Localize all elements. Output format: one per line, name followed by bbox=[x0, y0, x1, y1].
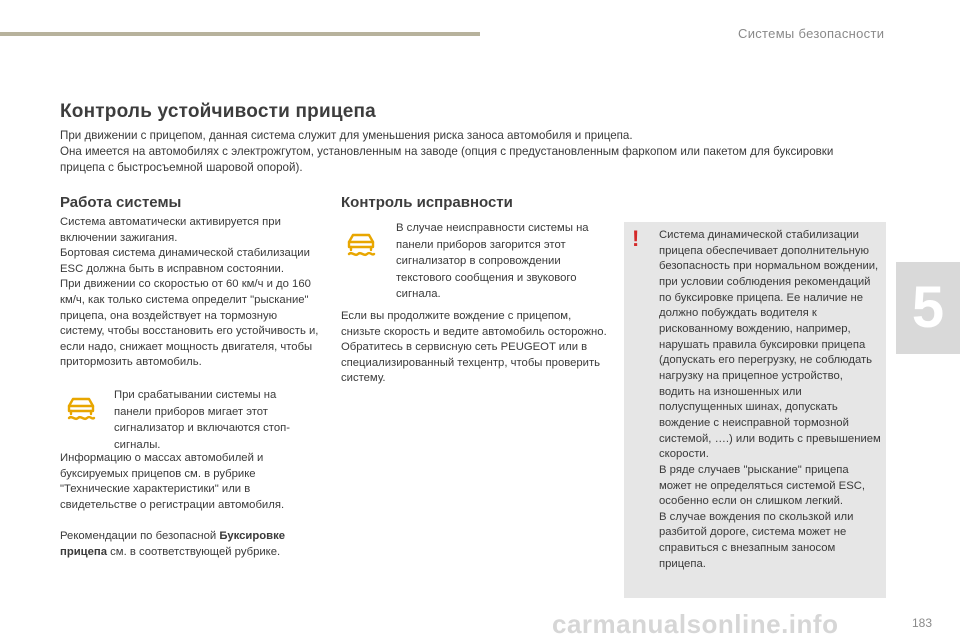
safety-recommendation: Рекомендации по безопасной Буксировке прицепа см. в соответствующей рубрике. bbox=[60, 530, 286, 558]
chapter-tab: 5 bbox=[896, 262, 960, 354]
page-title: Контроль устойчивости прицепа bbox=[60, 101, 376, 122]
info-text: Информацию о массах автомобилей и буксируемых прицепов см. в рубрике "Технические характеристики" или в свидетельстве о регистрации автомобиля. bbox=[60, 452, 285, 511]
section-title: Системы безопасности bbox=[738, 26, 885, 41]
malfunction-text: Если вы продолжите вождение с прицепом, снизьте скорость и ведите автомобиль осторожно. Обратитесь в сервисную сеть PEUGEOT или в специализированный техцентр, чтобы проверить систему. bbox=[341, 310, 607, 385]
operation-text: Система автоматически активируется при включении зажигания. Бортовая система динамической стабилизации ESC должна быть в исправном состоянии. При движении со скоростью от 60 км/ч и до 160 км/ч, как только система определит "рыскание" прицепа, она воздействует на тормозную систему, чтобы восстановить его устойчивость и, если надо, снижает мощность двигателя, чтобы притормозить автомобиль. bbox=[60, 216, 319, 369]
trailer-stability-warning-icon bbox=[66, 395, 96, 423]
trailer-stability-fault-icon bbox=[346, 231, 376, 259]
page-number: 183 bbox=[912, 616, 933, 630]
malfunction-icon-text: В случае неисправности системы на панели приборов загорится этот сигнализатор в сопровождении текстового сообщения и звукового сигнала. bbox=[396, 222, 589, 300]
towing-link: Буксировке прицепа bbox=[60, 530, 286, 558]
watermark: carmanualsonline.info bbox=[552, 609, 839, 639]
operation-heading: Работа системы bbox=[60, 194, 182, 211]
warning-text: Система динамической стабилизации прицепа обеспечивает дополнительную безопасность при нормальном вождении, при условии соблюдения рекомендаций по буксировке прицепа. Ее наличие не должно побуждать водителя к рискованному вождению, например, нарушать правила буксировки прицепа (допускать его перегрузку, не соблюдать нагрузку на прицепное устройство, водить на изношенных или полуспущенных шинах, допускать вождение с неисправной тормозной системой, ….) или водить с превышением скорости. В ряде случаев "рыскание" прицепа может не определяться системой ESC, особенно если он слишком легкий. В случае вождения по скользкой или разбитой дороге, система может не справиться с внезапным заносом прицепа. bbox=[659, 229, 881, 570]
operation-icon-text: При срабатывании системы на панели приборов мигает этот сигнализатор и включаются стоп-сигналы. bbox=[114, 389, 291, 451]
malfunction-heading: Контроль исправности bbox=[341, 194, 513, 211]
intro-paragraph: При движении с прицепом, данная система служит для уменьшения риска заноса автомобиля и прицепа. Она имеется на автомобилях с электрожгутом, установленным на заводе (опция с предустановленным фаркопом или пакетом для буксировки прицепа с быстросъемной шаровой опорой). bbox=[60, 129, 834, 174]
exclamation-icon: ! bbox=[632, 226, 640, 251]
header-bar bbox=[0, 32, 480, 36]
